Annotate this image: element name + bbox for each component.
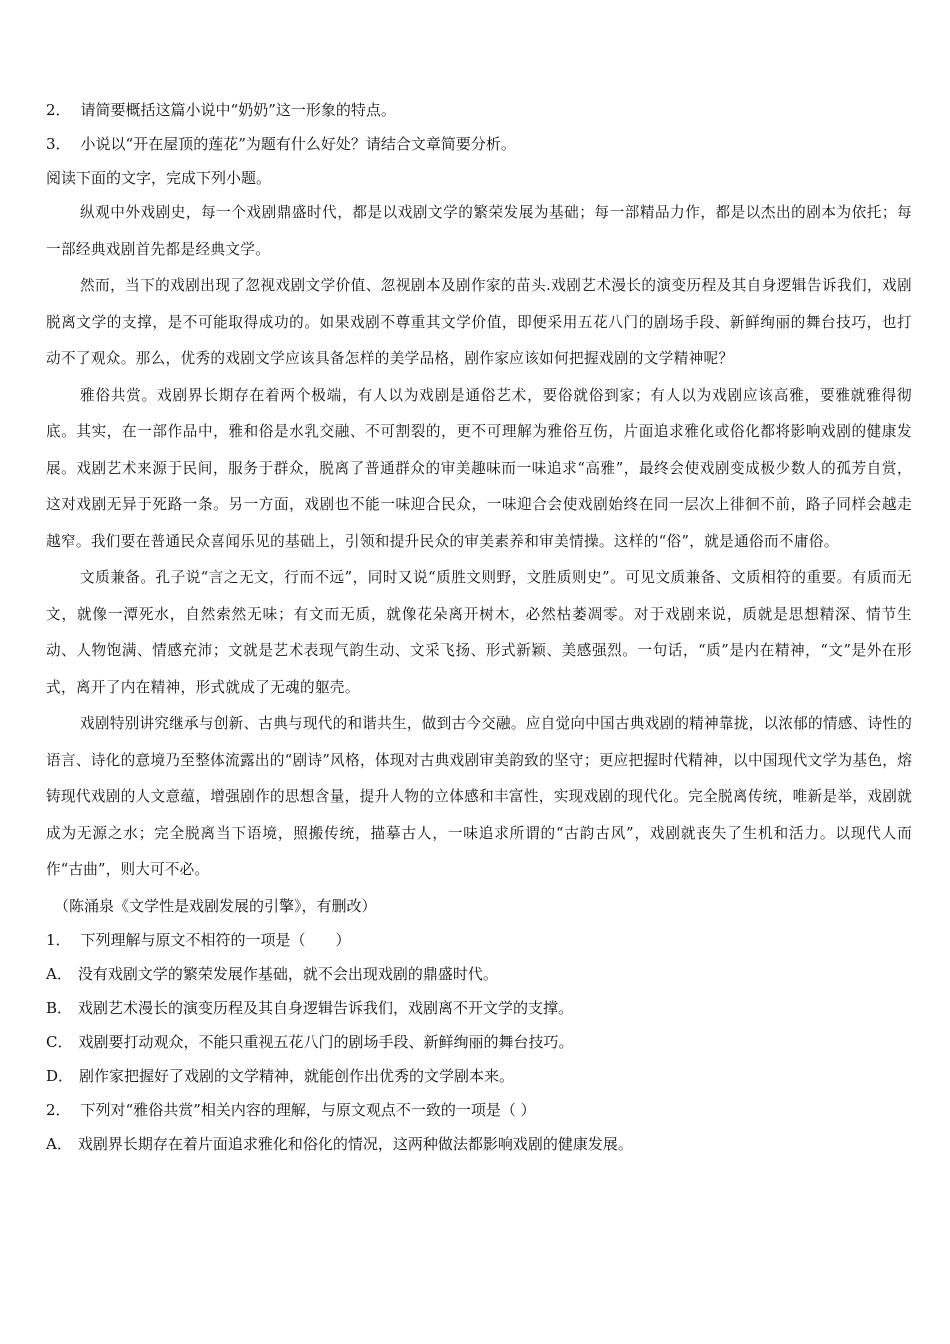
option-letter: A． xyxy=(46,964,72,983)
option-letter: D． xyxy=(46,1066,74,1085)
answer-option xyxy=(46,991,912,1025)
question-text: 小说以“开在屋顶的莲花”为题有什么好处？请结合文章简要分析。 xyxy=(80,135,516,153)
option-text: 戏剧艺术漫长的演变历程及其自身逻辑告诉我们，戏剧离不开文学的支撑。 xyxy=(78,998,574,1017)
answer-option xyxy=(46,957,912,991)
answer-option xyxy=(46,1127,912,1161)
option-text: 剧作家把握好了戏剧的文学精神，就能创作出优秀的文学剧本来。 xyxy=(79,1066,515,1085)
passage-paragraph: 雅俗共赏。戏剧界长期存在着两个极端，有人以为戏剧是通俗艺术，要俗就俗到家；有人以为戏剧应该高雅，要雅就雅得彻底。其实，在一部作品中，雅和俗是水乳交融、不可割裂的，更不可理解为雅俗互伤，片面追求雅化或俗化都将影响戏剧的健康发展。戏剧艺术来源于民间，服务于群众，脱离了普通群众的审美趣味而一味追求“高雅”，最终会使戏剧变成极少数人的孤芳自赏，这对戏剧无异于死路一条。另一方面，戏剧也不能一味迎合民众，一味迎合会使戏剧始终在同一层次上徘徊不前，路子同样会越走越窄。我们要在普通民众喜闻乐见的基础上，引领和提升民众的审美素养和审美情操。这样的“俗”，就是通俗而不庸俗。 xyxy=(46,386,912,550)
passage-paragraph: 戏剧特别讲究继承与创新、古典与现代的和谐共生，做到古今交融。应自觉向中国古典戏剧的精神靠拢，以浓郁的情感、诗性的语言、诗化的意境乃至整体流露出的“剧诗”风格，体现对古典戏剧审美韵致的坚守；更应把握时代精神，以中国现代文学为基色，熔铸现代戏剧的人文意蕴，增强剧作的思想含量，提升人物的立体感和丰富性，实现戏剧的现代化。完全脱离传统，唯新是举，戏剧就成为无源之水；完全脱离当下语境，照搬传统，描摹古人，一味追求所谓的“古韵古风”，戏剧就丧失了生机和活力。以现代人而作“古曲”，则大可不必。 xyxy=(46,715,912,878)
question-number: 2． xyxy=(46,101,71,119)
question-number: 3． xyxy=(46,135,71,153)
question-item xyxy=(46,127,912,161)
option-letter: A． xyxy=(46,1134,72,1153)
passage-source: （陈涌泉《文学性是戏剧发展的引擎》，有删改） xyxy=(54,896,377,915)
question-stem xyxy=(46,1093,912,1127)
option-text: 没有戏剧文学的繁荣发展作基础，就不会出现戏剧的鼎盛时代。 xyxy=(77,964,498,983)
passage-paragraph: 纵观中外戏剧史，每一个戏剧鼎盛时代，都是以戏剧文学的繁荣发展为基础；每一部精品力作，都是以杰出的剧本为依托；每一部经典戏剧首先都是经典文学。 xyxy=(46,204,912,258)
option-letter: B． xyxy=(46,998,73,1017)
passage-paragraph: 文质兼备。孔子说“言之无文，行而不远”，同时又说“质胜文则野，文胜质则史”。可见文质兼备、文质相符的重要。有质而无文，就像一潭死水，自然索然无味；有文而无质，就像花朵离开树木，必然枯萎凋零。对于戏剧来说，质就是思想精深、情节生动、人物饱满、情感充沛；文就是艺术表现气韵生动、文采飞扬、形式新颖、美感强烈。一句话，“质”是内在精神，“文”是外在形式，离开了内在精神，形式就成了无魂的躯壳。 xyxy=(46,569,912,696)
option-text: 戏剧界长期存在着片面追求雅化和俗化的情况，这两种做法都影响戏剧的健康发展。 xyxy=(77,1134,633,1153)
question-number: 1． xyxy=(46,930,71,949)
answer-option xyxy=(46,1025,912,1059)
option-letter: C． xyxy=(46,1032,73,1051)
document-page xyxy=(46,93,912,1161)
question-stem xyxy=(46,923,912,957)
question-text: 下列对“雅俗共赏”相关内容的理解，与原文观点不一致的一项是（ ） xyxy=(80,1100,536,1119)
answer-option xyxy=(46,1059,912,1093)
question-item xyxy=(46,93,912,127)
option-text: 戏剧要打动观众，不能只重视五花八门的剧场手段、新鲜绚丽的舞台技巧。 xyxy=(78,1032,574,1051)
question-number: 2． xyxy=(46,1100,71,1119)
question-text: 下列理解与原文不相符的一项是（ ） xyxy=(80,930,351,949)
question-text: 请简要概括这篇小说中“奶奶”这一形象的特点。 xyxy=(80,101,396,119)
reading-instruction: 阅读下面的文字，完成下列小题。 xyxy=(46,169,272,187)
passage-paragraph: 然而，当下的戏剧出现了忽视戏剧文学价值、忽视剧本及剧作家的苗头.戏剧艺术漫长的演变历程及其自身逻辑告诉我们，戏剧脱离文学的支撑，是不可能取得成功的。如果戏剧不尊重其文学价值，即便采用五花八门的剧场手段、新鲜绚丽的舞台技巧，也打动不了观众。那么，优秀的戏剧文学应该具备怎样的美学品格，剧作家应该如何把握戏剧的文学精神呢？ xyxy=(46,277,912,367)
